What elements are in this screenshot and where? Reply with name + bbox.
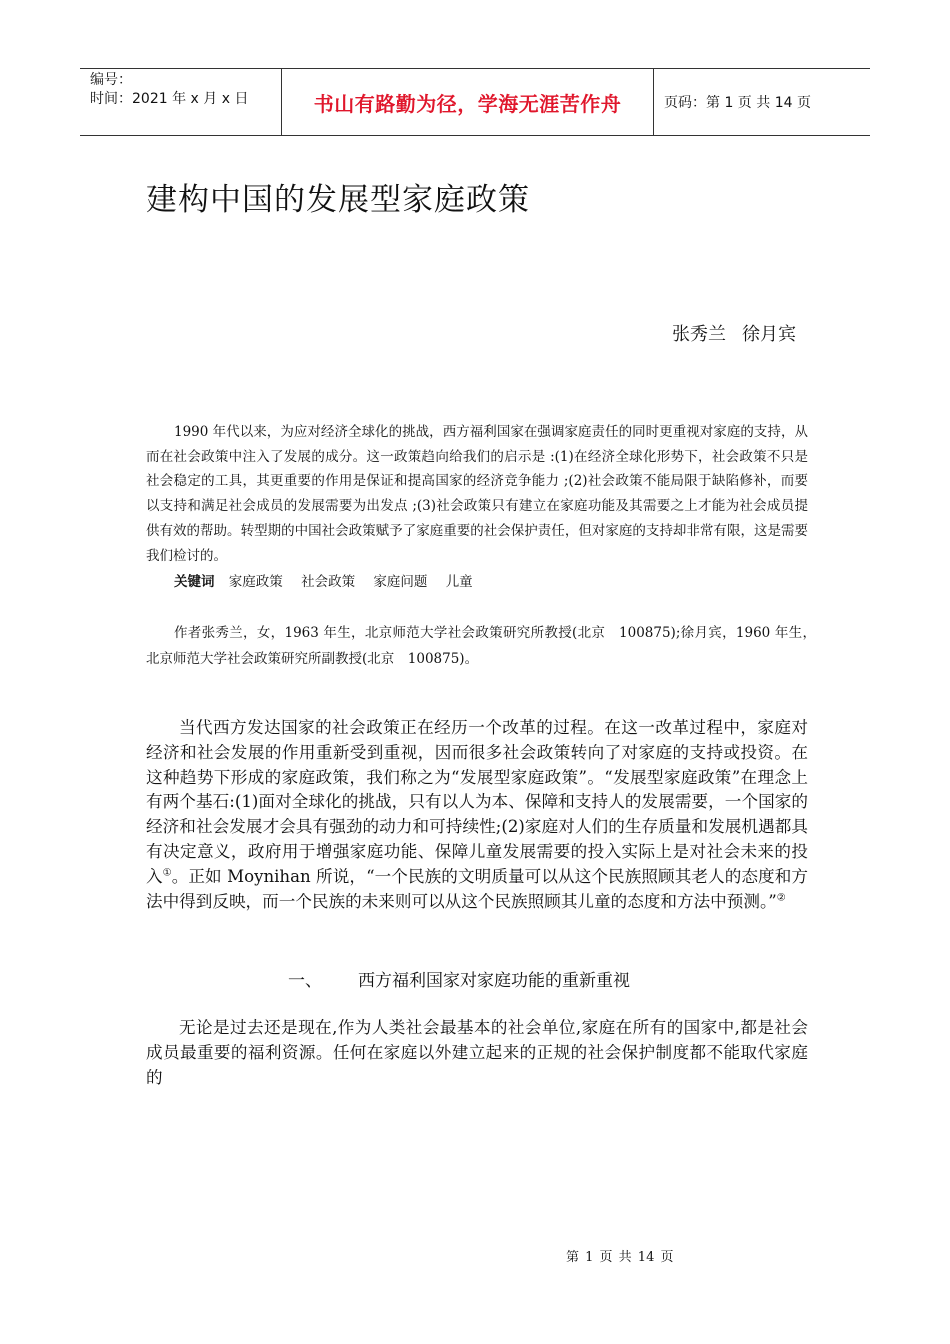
section-heading	[288, 966, 630, 991]
author-info-text: 作者张秀兰，女，1963 年生，北京师范大学社会政策研究所教授(北京 100875);徐月宾，1960 年生，北京师范大学社会政策研究所副教授(北京 100875)。	[146, 625, 816, 667]
author-1: 张秀兰	[672, 324, 726, 345]
section-title: 西方福利国家对家庭功能的重新重视	[358, 971, 630, 991]
footnote-ref-1[interactable]: ①	[162, 867, 172, 879]
document-title: 建构中国的发展型家庭政策	[146, 182, 530, 218]
section-number: 一、	[288, 971, 322, 991]
header-page-info: 页码：第 1 页 共 14 页	[664, 95, 811, 111]
keyword-item: 家庭问题	[373, 574, 428, 590]
abstract-text: 1990 年代以来，为应对经济全球化的挑战，西方福利国家在强调家庭责任的同时更重视对家庭的支持，从而在社会政策中注入了发展的成分。这一政策趋向给我们的启示是 :(1)在经济全球化形势下，社会政策不只是社会稳定的工具，其更重要的作用是保证和提高国家的经济竞争能力 ;(2)社会政策不能局限于缺陷修补，而要以支持和满足社会成员的发展需要为出发点 ;(3)社会政策只有建立在家庭功能及其需要之上才能为社会成员提供有效的帮助。转型期的中国社会政策赋予了家庭重要的社会保护责任，但对家庭的支持却非常有限，这是需要我们检讨的。	[146, 424, 808, 564]
page-footer: 第 1 页 共 14 页	[566, 1250, 674, 1265]
section1-paragraph: 无论是过去还是现在,作为人类社会最基本的社会单位,家庭在所有的国家中,都是社会成员最重要的福利资源。任何在家庭以外建立起来的正规的社会保护制度都不能取代家庭的	[146, 1018, 808, 1087]
intro-text-part2: 。正如 Moynihan 所说，“一个民族的文明质量可以从这个民族照顾其老人的态度和方法中得到反映，而一个民族的未来则可以从这个民族照顾其儿童的态度和方法中预测。”	[146, 866, 808, 911]
section1-body	[146, 1016, 808, 1090]
number-label: 编号：	[90, 72, 132, 88]
keywords-label: 关键词	[174, 574, 215, 590]
header-meta	[80, 69, 282, 135]
header-motto: 书山有路勤为径，学海无涯苦作舟	[313, 91, 622, 116]
intro-paragraph	[146, 716, 808, 914]
author-info	[146, 620, 816, 672]
intro-section	[146, 716, 808, 914]
keyword-item: 儿童	[445, 574, 473, 590]
keyword-item: 家庭政策	[228, 574, 283, 590]
time-label: 时间：2021 年 x 月 x 日	[90, 91, 249, 107]
header-motto-cell	[282, 69, 654, 135]
keywords	[174, 570, 487, 590]
page-header	[80, 68, 870, 136]
author-2: 徐月宾	[742, 324, 796, 345]
intro-text-part1: 当代西方发达国家的社会政策正在经历一个改革的过程。在这一改革过程中，家庭对经济和社会发展的作用重新受到重视，因而很多社会政策转向了对家庭的支持或投资。在这种趋势下形成的家庭政策，我们称之为“发展型家庭政策”。“发展型家庭政策”在理念上有两个基石:(1)面对全球化的挑战，只有以人为本、保障和支持人的发展需要，一个国家的经济和社会发展才会具有强劲的动力和可持续性;(2)家庭对人们的生存质量和发展机遇都具有决定意义，政府用于增强家庭功能、保障儿童发展需要的投入实际上是对社会未来的投入	[146, 718, 808, 886]
footnote-ref-2[interactable]: ②	[776, 892, 786, 904]
abstract	[146, 420, 808, 568]
authors	[672, 320, 796, 346]
keyword-item: 社会政策	[301, 574, 356, 590]
